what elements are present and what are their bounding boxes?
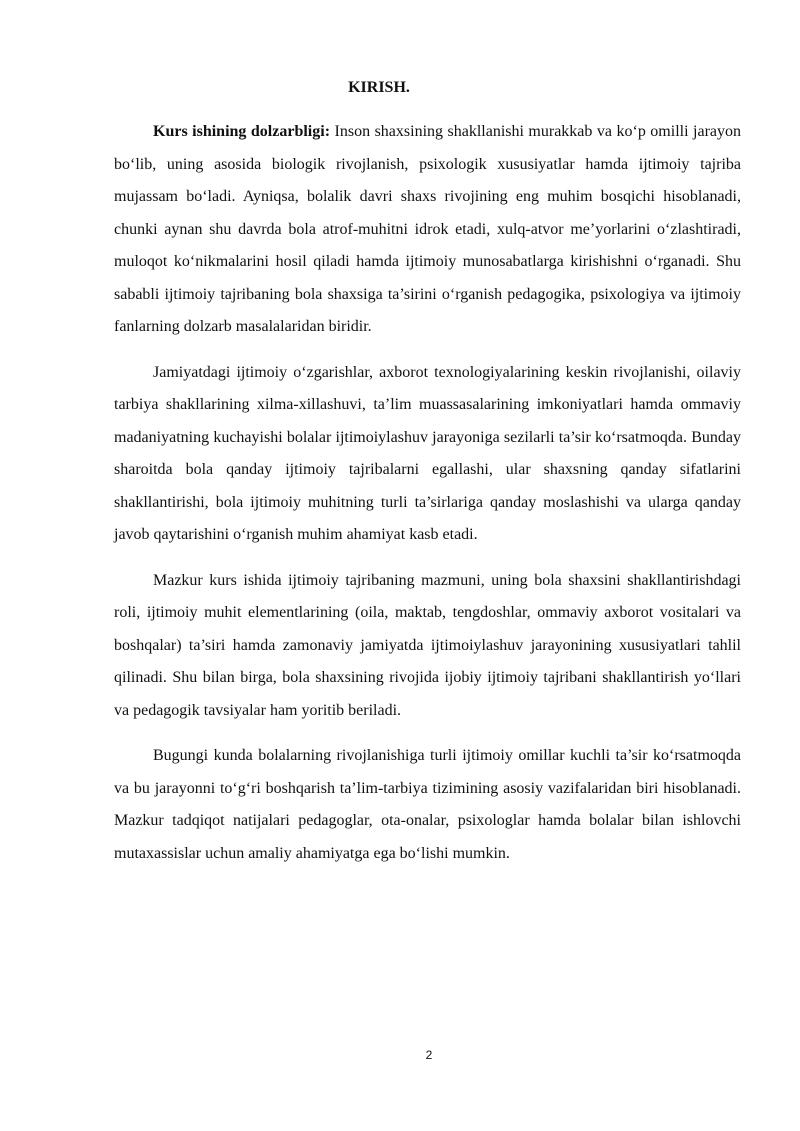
- section-heading: KIRISH.: [348, 79, 410, 96]
- page-number: 2: [425, 1048, 433, 1062]
- paragraph-significance: Bugungi kunda bolalarning rivojlanishiga turli ijtimoiy omillar kuchli ta’sir ko‘rsatmoqda va bu jarayonni to‘g‘ri boshqarish ta’lim-tarbiya tizimining asosiy vazifalaridan biri hisoblanadi. Mazkur tadqiqot natijalari pedagoglar, ota-onalar, psixologlar hamda bolalar bilan ishlovchi mutaxassislar uchun amaliy ahamiyatga ega bo‘lishi mumkin.: [114, 747, 741, 862]
- paragraph-course-scope: Mazkur kurs ishida ijtimoiy tajribaning mazmuni, uning bola shaxsini shakllantirishdagi roli, ijtimoiy muhit elementlarining (oila, maktab, tengdoshlar, ommaviy axborot vositalari va boshqalar) ta’siri hamda zamonaviy jamiyatda ijtimoiylashuv jarayonining xususiyatlari tahlil qilinadi. Shu bilan birga, bola shaxsining rivojida ijobiy ijtimoiy tajribani shakllantirish yo‘llari va pedagogik tavsiyalar ham yoritib beriladi.: [114, 571, 741, 719]
- paragraph-text: Inson shaxsining shakllanishi murakkab va ko‘p omilli jarayon bo‘lib, uning asosida biologik rivojlanish, psixologik xususiyatlar hamda ijtimoiy tajriba mujassam bo‘ladi. Ayniqsa, bolalik davri shaxs rivojining eng muhim bosqichi hisoblanadi, chunki aynan shu davrda bola atrof-muhitni idrok etadi, xulq-atvor me’yorlarini o‘zlashtiradi, muloqot ko‘nikmalarini hosil qiladi hamda ijtimoiy munosabatlarga kirishishni o‘rganadi. Shu sababli ijtimoiy tajribaning bola shaxsiga ta’sirini o‘rganish pedagogika, psixologiya va ijtimoiy fanlarning dolzarb masalalaridan biridir.: [114, 123, 742, 335]
- body-text: [114, 116, 741, 883]
- paragraph-relevance: [114, 116, 741, 344]
- paragraph-social-changes: Jamiyatdagi ijtimoiy o‘zgarishlar, axborot texnologiyalarining keskin rivojlanishi, oilaviy tarbiya shakllarining xilma-xillashuvi, ta’lim muassasalarining imkoniyatlari hamda ommaviy madaniyatning kuchayishi bolalar ijtimoiylashuv jarayoniga sezilarli ta’sir ko‘rsatmoqda. Bunday sharoitda bola qanday ijtimoiy tajribalarni egallashi, ular shaxsning qanday sifatlarini shakllantirishi, bola ijtimoiy muhitning turli ta’sirlariga qanday moslashishi va ularga qanday javob qaytarishini o‘rganish muhim ahamiyat kasb etadi.: [114, 363, 741, 543]
- paragraph-lead: Kurs ishining dolzarbligi:: [153, 123, 331, 140]
